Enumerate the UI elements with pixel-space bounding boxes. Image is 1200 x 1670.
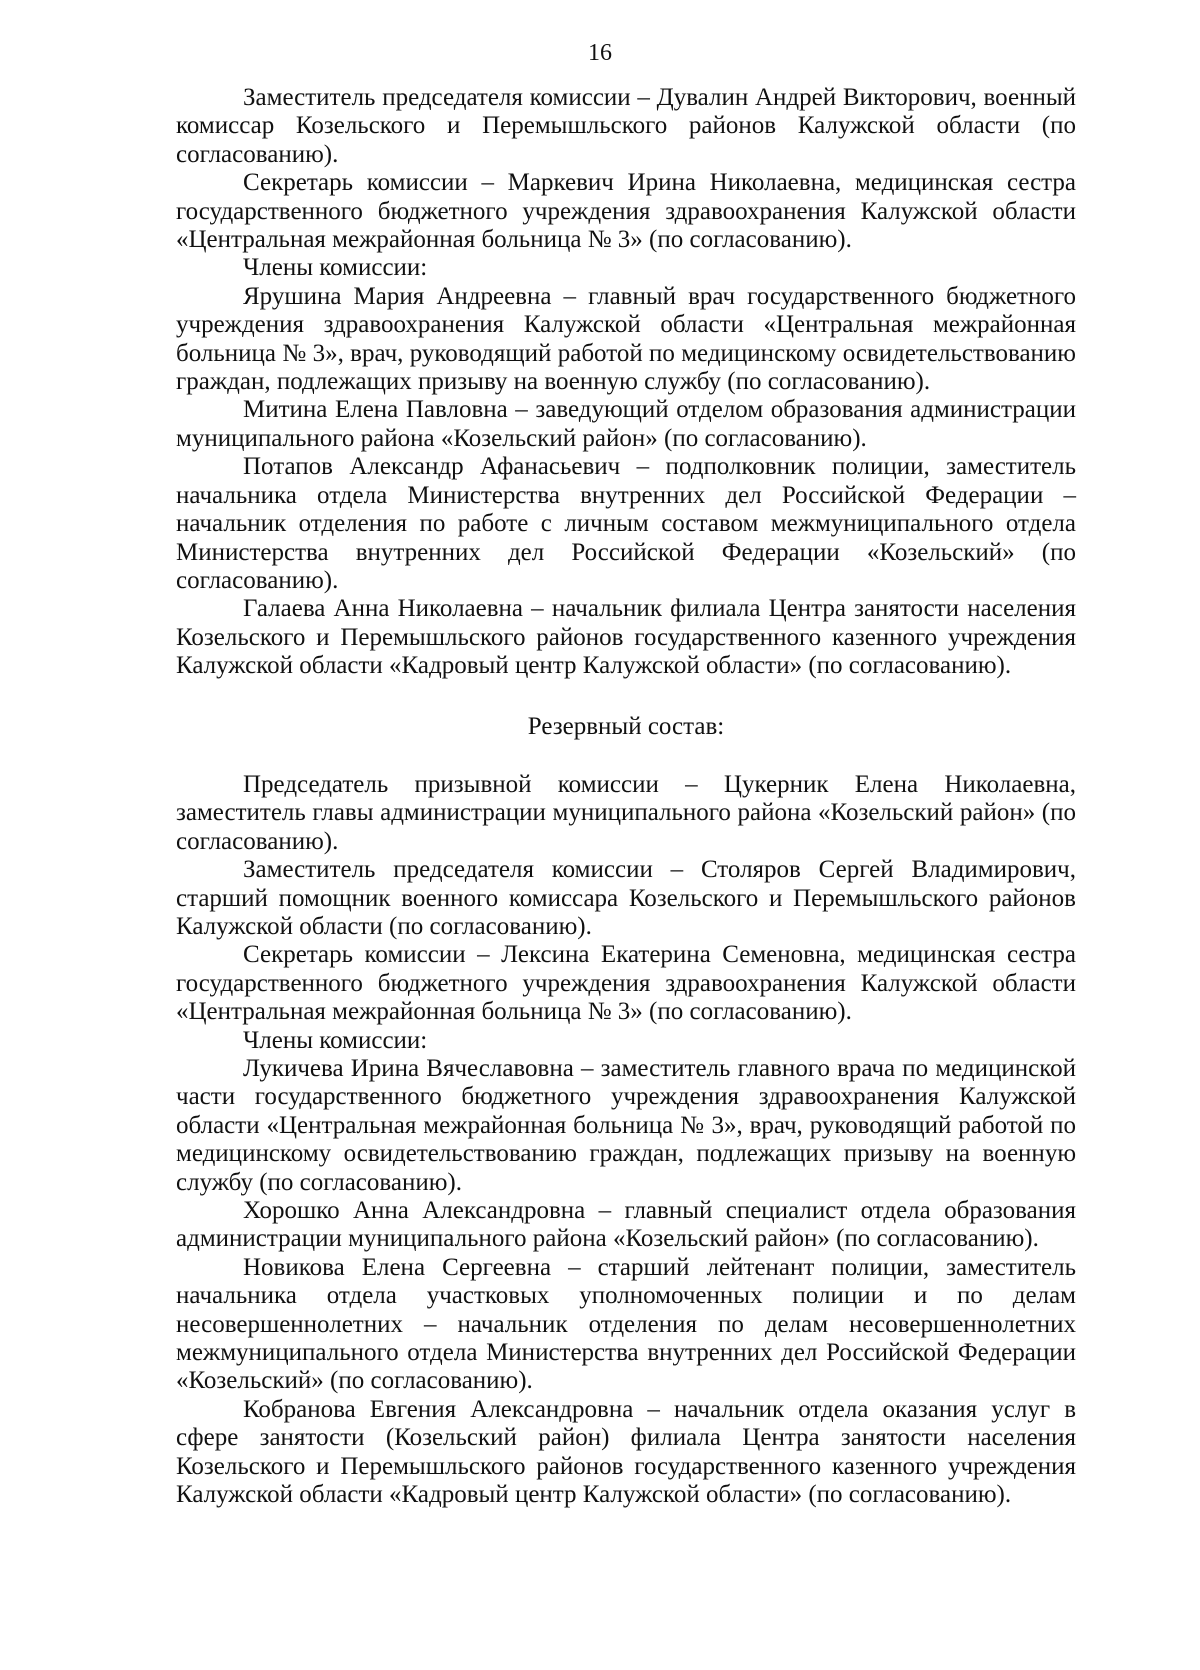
page-number: 16 <box>588 40 612 66</box>
paragraph-chairman: Председатель призывной комиссии – Цукерник Елена Николаевна, заместитель главы администрации муниципального района «Козельский район» (по согласованию). <box>176 770 1076 855</box>
paragraph-member: Митина Елена Павловна – заведующий отделом образования администрации муниципального района «Козельский район» (по согласованию). <box>176 396 1076 452</box>
main-composition <box>176 84 1076 681</box>
paragraph-member: Хорошко Анна Александровна – главный специалист отдела образования администрации муниципального района «Козельский район» (по согласованию). <box>176 1197 1076 1253</box>
paragraph-member: Потапов Александр Афанасьевич – подполковник полиции, заместитель начальника отдела Министерства внутренних дел Российской Федерации – начальник отделения по работе с личным составом межмуниципального отдела Министерства внутренних дел Российской Федерации «Козельский» (по согласованию). <box>176 453 1076 594</box>
document-body <box>176 84 1076 1510</box>
section-heading-reserve: Резервный состав: <box>527 712 725 740</box>
paragraph-member: Галаева Анна Николаевна – начальник филиала Центра занятости населения Козельского и Перемышльского районов государственного казенного учреждения Калужской области «Кадровый центр Калужской области» (по согласованию). <box>176 595 1076 680</box>
paragraph-members-heading: Члены комиссии: <box>243 1026 428 1054</box>
paragraph-member: Лукичева Ирина Вячеславовна – заместитель главного врача по медицинской части государственного бюджетного учреждения здравоохранения Калужской области «Центральная межрайонная больница № 3», врач, руководящий работой по медицинскому освидетельствованию граждан, подлежащих призыву на военную службу (по согласованию). <box>176 1055 1076 1196</box>
paragraph-deputy-chairman: Заместитель председателя комиссии – Дувалин Андрей Викторович, военный комиссар Козельского и Перемышльского районов Калужской области (по согласованию). <box>176 84 1076 168</box>
paragraph-member: Ярушина Мария Андреевна – главный врач государственного бюджетного учреждения здравоохранения Калужской области «Центральная межрайонная больница № 3», врач, руководящий работой по медицинскому освидетельствованию граждан, подлежащих призыву на военную службу (по согласованию). <box>176 282 1076 396</box>
paragraph-secretary: Секретарь комиссии – Лексина Екатерина Семеновна, медицинская сестра государственного бюджетного учреждения здравоохранения Калужской области «Центральная межрайонная больница № 3» (по согласованию). <box>176 941 1076 1026</box>
paragraph-member: Кобранова Евгения Александровна – начальник отдела оказания услуг в сфере занятости (Козельский район) филиала Центра занятости населения Козельского и Перемышльского районов государственного казенного учреждения Калужской области «Кадровый центр Калужской области» (по согласованию). <box>176 1395 1076 1509</box>
paragraph-member: Новикова Елена Сергеевна – старший лейтенант полиции, заместитель начальника отдела участковых уполномоченных полиции и по делам несовершеннолетних – начальник отделения по делам несовершеннолетних межмуниципального отдела Министерства внутренних дел Российской Федерации «Козельский» (по согласованию). <box>176 1253 1076 1395</box>
reserve-composition <box>176 771 1076 1510</box>
paragraph-members-heading: Члены комиссии: <box>243 254 428 282</box>
paragraph-deputy-chairman: Заместитель председателя комиссии – Столяров Сергей Владимирович, старший помощник военного комиссара Козельского и Перемышльского районов Калужской области (по согласованию). <box>176 856 1076 940</box>
paragraph-secretary: Секретарь комиссии – Маркевич Ирина Николаевна, медицинская сестра государственного бюджетного учреждения здравоохранения Калужской области «Центральная межрайонная больница № 3» (по согласованию). <box>176 169 1076 254</box>
